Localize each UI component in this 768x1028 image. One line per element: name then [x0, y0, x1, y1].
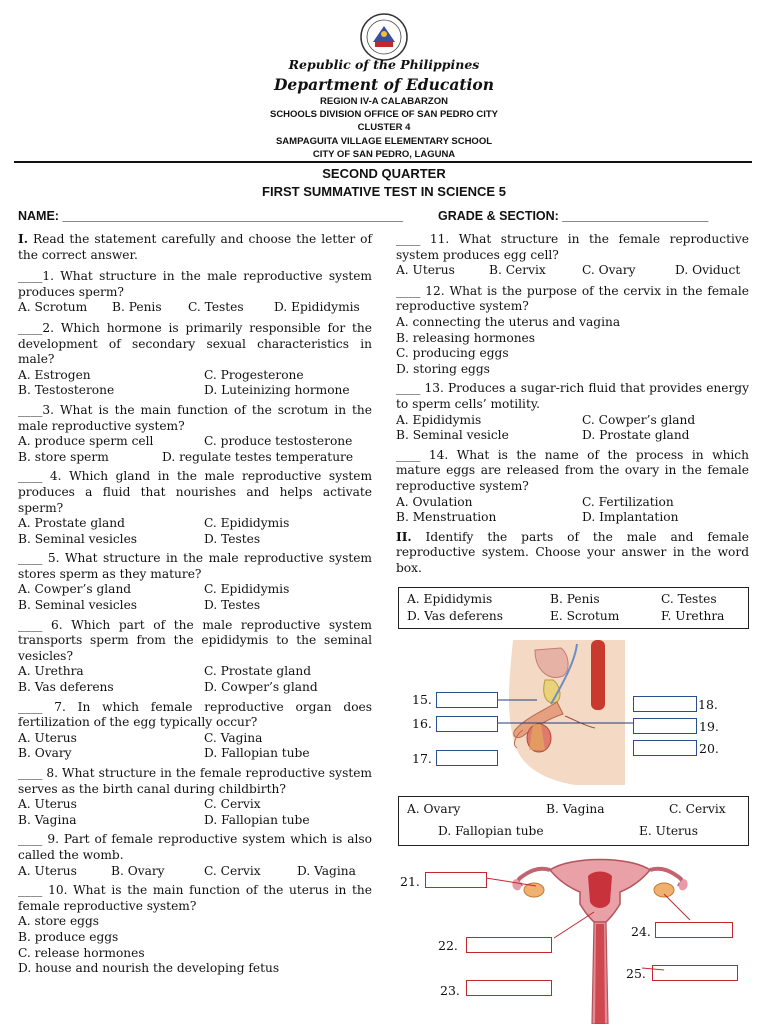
- option[interactable]: C. Cervix: [204, 797, 261, 812]
- option[interactable]: B. Cervix: [489, 263, 546, 278]
- question-14: ____ 14. What is the name of the process in which mature eggs are released from the ovary in the female reproductive system?: [396, 447, 749, 493]
- option[interactable]: B. Penis: [112, 300, 162, 315]
- label-22: 22.: [438, 938, 458, 953]
- answer-box-21[interactable]: [425, 872, 487, 888]
- word-box-item: A. Ovary: [407, 802, 461, 816]
- test-title: FIRST SUMMATIVE TEST IN SCIENCE 5: [262, 184, 506, 199]
- answer-box-23[interactable]: [466, 980, 552, 996]
- word-box-male: [398, 587, 749, 629]
- question-13: ____ 13. Produces a sugar-rich fluid that provides energy to sperm cells’ motility.: [396, 381, 749, 411]
- option[interactable]: C. Cowper’s gland: [582, 412, 696, 427]
- option[interactable]: D. Vagina: [297, 863, 356, 878]
- option[interactable]: D. Testes: [204, 531, 261, 546]
- word-box-item: C. Testes: [661, 592, 717, 606]
- option[interactable]: D. house and nourish the developing fetus: [18, 961, 280, 976]
- option[interactable]: D. Luteinizing hormone: [204, 383, 350, 398]
- option[interactable]: B. Vas deferens: [18, 680, 114, 695]
- option[interactable]: C. Vagina: [204, 730, 263, 745]
- cluster-line: CLUSTER 4: [357, 122, 411, 133]
- question-12: ____ 12. What is the purpose of the cervix in the female reproductive system?: [396, 283, 749, 314]
- question-3: ____3. What is the main function of the scrotum in the male reproductive system?: [18, 402, 372, 433]
- option[interactable]: B. Seminal vesicle: [396, 428, 509, 443]
- answer-box-20[interactable]: [633, 740, 697, 756]
- option[interactable]: B. store sperm: [18, 449, 109, 464]
- question-9: ____ 9. Part of female reproductive system which is also called the womb.: [18, 832, 372, 862]
- label-20: 20.: [699, 741, 719, 756]
- left-column: [18, 232, 372, 977]
- option[interactable]: A. Uterus: [18, 730, 77, 745]
- option[interactable]: B. produce eggs: [18, 929, 119, 944]
- answer-box-18[interactable]: [633, 696, 697, 712]
- option[interactable]: D. Prostate gland: [582, 428, 690, 443]
- option[interactable]: A. Uterus: [396, 263, 455, 278]
- option[interactable]: A. Uterus: [18, 863, 77, 878]
- word-box-item: E. Scrotum: [550, 609, 620, 623]
- option[interactable]: C. Prostate gland: [204, 664, 312, 679]
- word-box-item: D. Fallopian tube: [438, 824, 544, 838]
- option[interactable]: B. Seminal vesicles: [18, 598, 138, 613]
- word-box-female: [398, 796, 749, 846]
- question-4: ____ 4. Which gland in the male reproductive system produces a fluid that nourishes and helps activate sperm?: [18, 469, 372, 515]
- division-line: SCHOOLS DIVISION OFFICE OF SAN PEDRO CITY: [269, 109, 499, 120]
- option[interactable]: A. Epididymis: [396, 412, 482, 427]
- answer-box-25[interactable]: [652, 965, 738, 981]
- answer-box-17[interactable]: [436, 750, 498, 766]
- option[interactable]: A. Uterus: [18, 797, 77, 812]
- quarter-title: SECOND QUARTER: [322, 166, 446, 181]
- option[interactable]: A. store eggs: [18, 914, 100, 929]
- answer-box-16[interactable]: [436, 716, 498, 732]
- part2-instruction: II. Identify the parts of the male and female reproductive system. Choose your answer in the word box.: [396, 529, 749, 575]
- word-box-item: E. Uterus: [639, 824, 698, 838]
- option[interactable]: A. Urethra: [18, 664, 84, 679]
- male-leader-lines: [497, 690, 637, 740]
- label-25: 25.: [626, 966, 646, 981]
- option[interactable]: D. regulate testes temperature: [162, 449, 354, 464]
- deped-seal: [351, 12, 417, 62]
- grade-section-field[interactable]: GRADE & SECTION: _____________________: [438, 209, 709, 223]
- option[interactable]: C. Cervix: [204, 863, 261, 878]
- republic-line: Republic of the Philippines: [288, 57, 480, 72]
- option[interactable]: A. produce sperm cell: [18, 434, 154, 449]
- question-6: ____ 6. Which part of the male reproductive system transports sperm from the epididymis to the seminal vesicles?: [18, 617, 372, 663]
- question-5: ____ 5. What structure in the male reproductive system stores sperm as they mature?: [18, 551, 372, 581]
- option[interactable]: D. storing eggs: [396, 361, 490, 376]
- label-24: 24.: [631, 924, 651, 939]
- option[interactable]: B. Testosterone: [18, 383, 115, 398]
- answer-box-15[interactable]: [436, 692, 498, 708]
- option[interactable]: A. Cowper’s gland: [18, 582, 132, 597]
- option[interactable]: D. Epididymis: [274, 300, 360, 315]
- answer-box-22[interactable]: [466, 937, 552, 953]
- option[interactable]: B. releasing hormones: [396, 330, 536, 345]
- department-line: Department of Education: [273, 75, 495, 94]
- option[interactable]: B. Menstruation: [396, 510, 497, 525]
- option[interactable]: C. Testes: [188, 300, 244, 315]
- option[interactable]: D. Fallopian tube: [204, 812, 310, 827]
- city-line: CITY OF SAN PEDRO, LAGUNA: [312, 149, 456, 160]
- option[interactable]: C. Epididymis: [204, 516, 290, 531]
- option[interactable]: B. Ovary: [18, 746, 72, 761]
- q1-options: [18, 300, 372, 316]
- answer-box-24[interactable]: [655, 922, 733, 938]
- header-divider: [14, 161, 752, 163]
- option[interactable]: D. Implantation: [582, 510, 679, 525]
- option[interactable]: C. Fertilization: [582, 494, 674, 509]
- question-1: ____1. What structure in the male reproductive system produces sperm?: [18, 269, 372, 299]
- answer-box-19[interactable]: [633, 718, 697, 734]
- option[interactable]: D. Fallopian tube: [204, 746, 310, 761]
- option[interactable]: A. Prostate gland: [18, 516, 125, 531]
- option[interactable]: A. connecting the uterus and vagina: [396, 314, 621, 329]
- word-box-item: C. Cervix: [669, 802, 726, 816]
- right-column: [396, 232, 749, 576]
- word-box-item: D. Vas deferens: [407, 609, 504, 623]
- option[interactable]: B. Vagina: [18, 812, 77, 827]
- option[interactable]: C. Epididymis: [204, 582, 290, 597]
- label-15: 15.: [412, 692, 432, 707]
- name-field[interactable]: NAME: _________________________________________________: [18, 209, 404, 223]
- option[interactable]: B. Ovary: [111, 863, 165, 878]
- option[interactable]: A. Ovulation: [396, 494, 473, 509]
- word-box-item: B. Penis: [550, 592, 600, 606]
- label-23: 23.: [440, 983, 460, 998]
- question-7: ____ 7. In which female reproductive organ does fertilization of the egg typically occur?: [18, 699, 372, 730]
- option[interactable]: D. Cowper’s gland: [204, 680, 318, 695]
- label-19: 19.: [699, 719, 719, 734]
- label-18: 18.: [698, 697, 718, 712]
- option[interactable]: A. Scrotum: [18, 300, 88, 315]
- label-17: 17.: [412, 751, 432, 766]
- option[interactable]: A. Estrogen: [18, 367, 91, 382]
- option[interactable]: D. Oviduct: [675, 263, 741, 278]
- option[interactable]: C. produce testosterone: [204, 434, 353, 449]
- option[interactable]: C. Progesterone: [204, 367, 304, 382]
- question-2: ____2. Which hormone is primarily responsible for the development of secondary sexual characteristics in male?: [18, 320, 372, 367]
- question-10: ____ 10. What is the main function of the uterus in the female reproductive system?: [18, 883, 372, 913]
- word-box-item: B. Vagina: [546, 802, 605, 816]
- word-box-item: A. Epididymis: [407, 592, 493, 606]
- option[interactable]: D. Testes: [204, 598, 261, 613]
- option[interactable]: C. Ovary: [582, 263, 636, 278]
- question-11: ____ 11. What structure in the female reproductive system produces egg cell?: [396, 232, 749, 262]
- label-21: 21.: [400, 874, 420, 889]
- word-box-item: F. Urethra: [661, 609, 725, 623]
- question-8: ____ 8. What structure in the female reproductive system serves as the birth canal during childbirth?: [18, 766, 372, 796]
- option[interactable]: C. producing eggs: [396, 346, 509, 361]
- region-line: REGION IV-A CALABARZON: [320, 96, 448, 107]
- option[interactable]: C. release hormones: [18, 945, 145, 960]
- label-16: 16.: [412, 716, 432, 731]
- part1-instruction: I. Read the statement carefully and choose the letter of the correct answer.: [18, 232, 372, 262]
- option[interactable]: B. Seminal vesicles: [18, 531, 138, 546]
- school-line: SAMPAGUITA VILLAGE ELEMENTARY SCHOOL: [275, 136, 493, 147]
